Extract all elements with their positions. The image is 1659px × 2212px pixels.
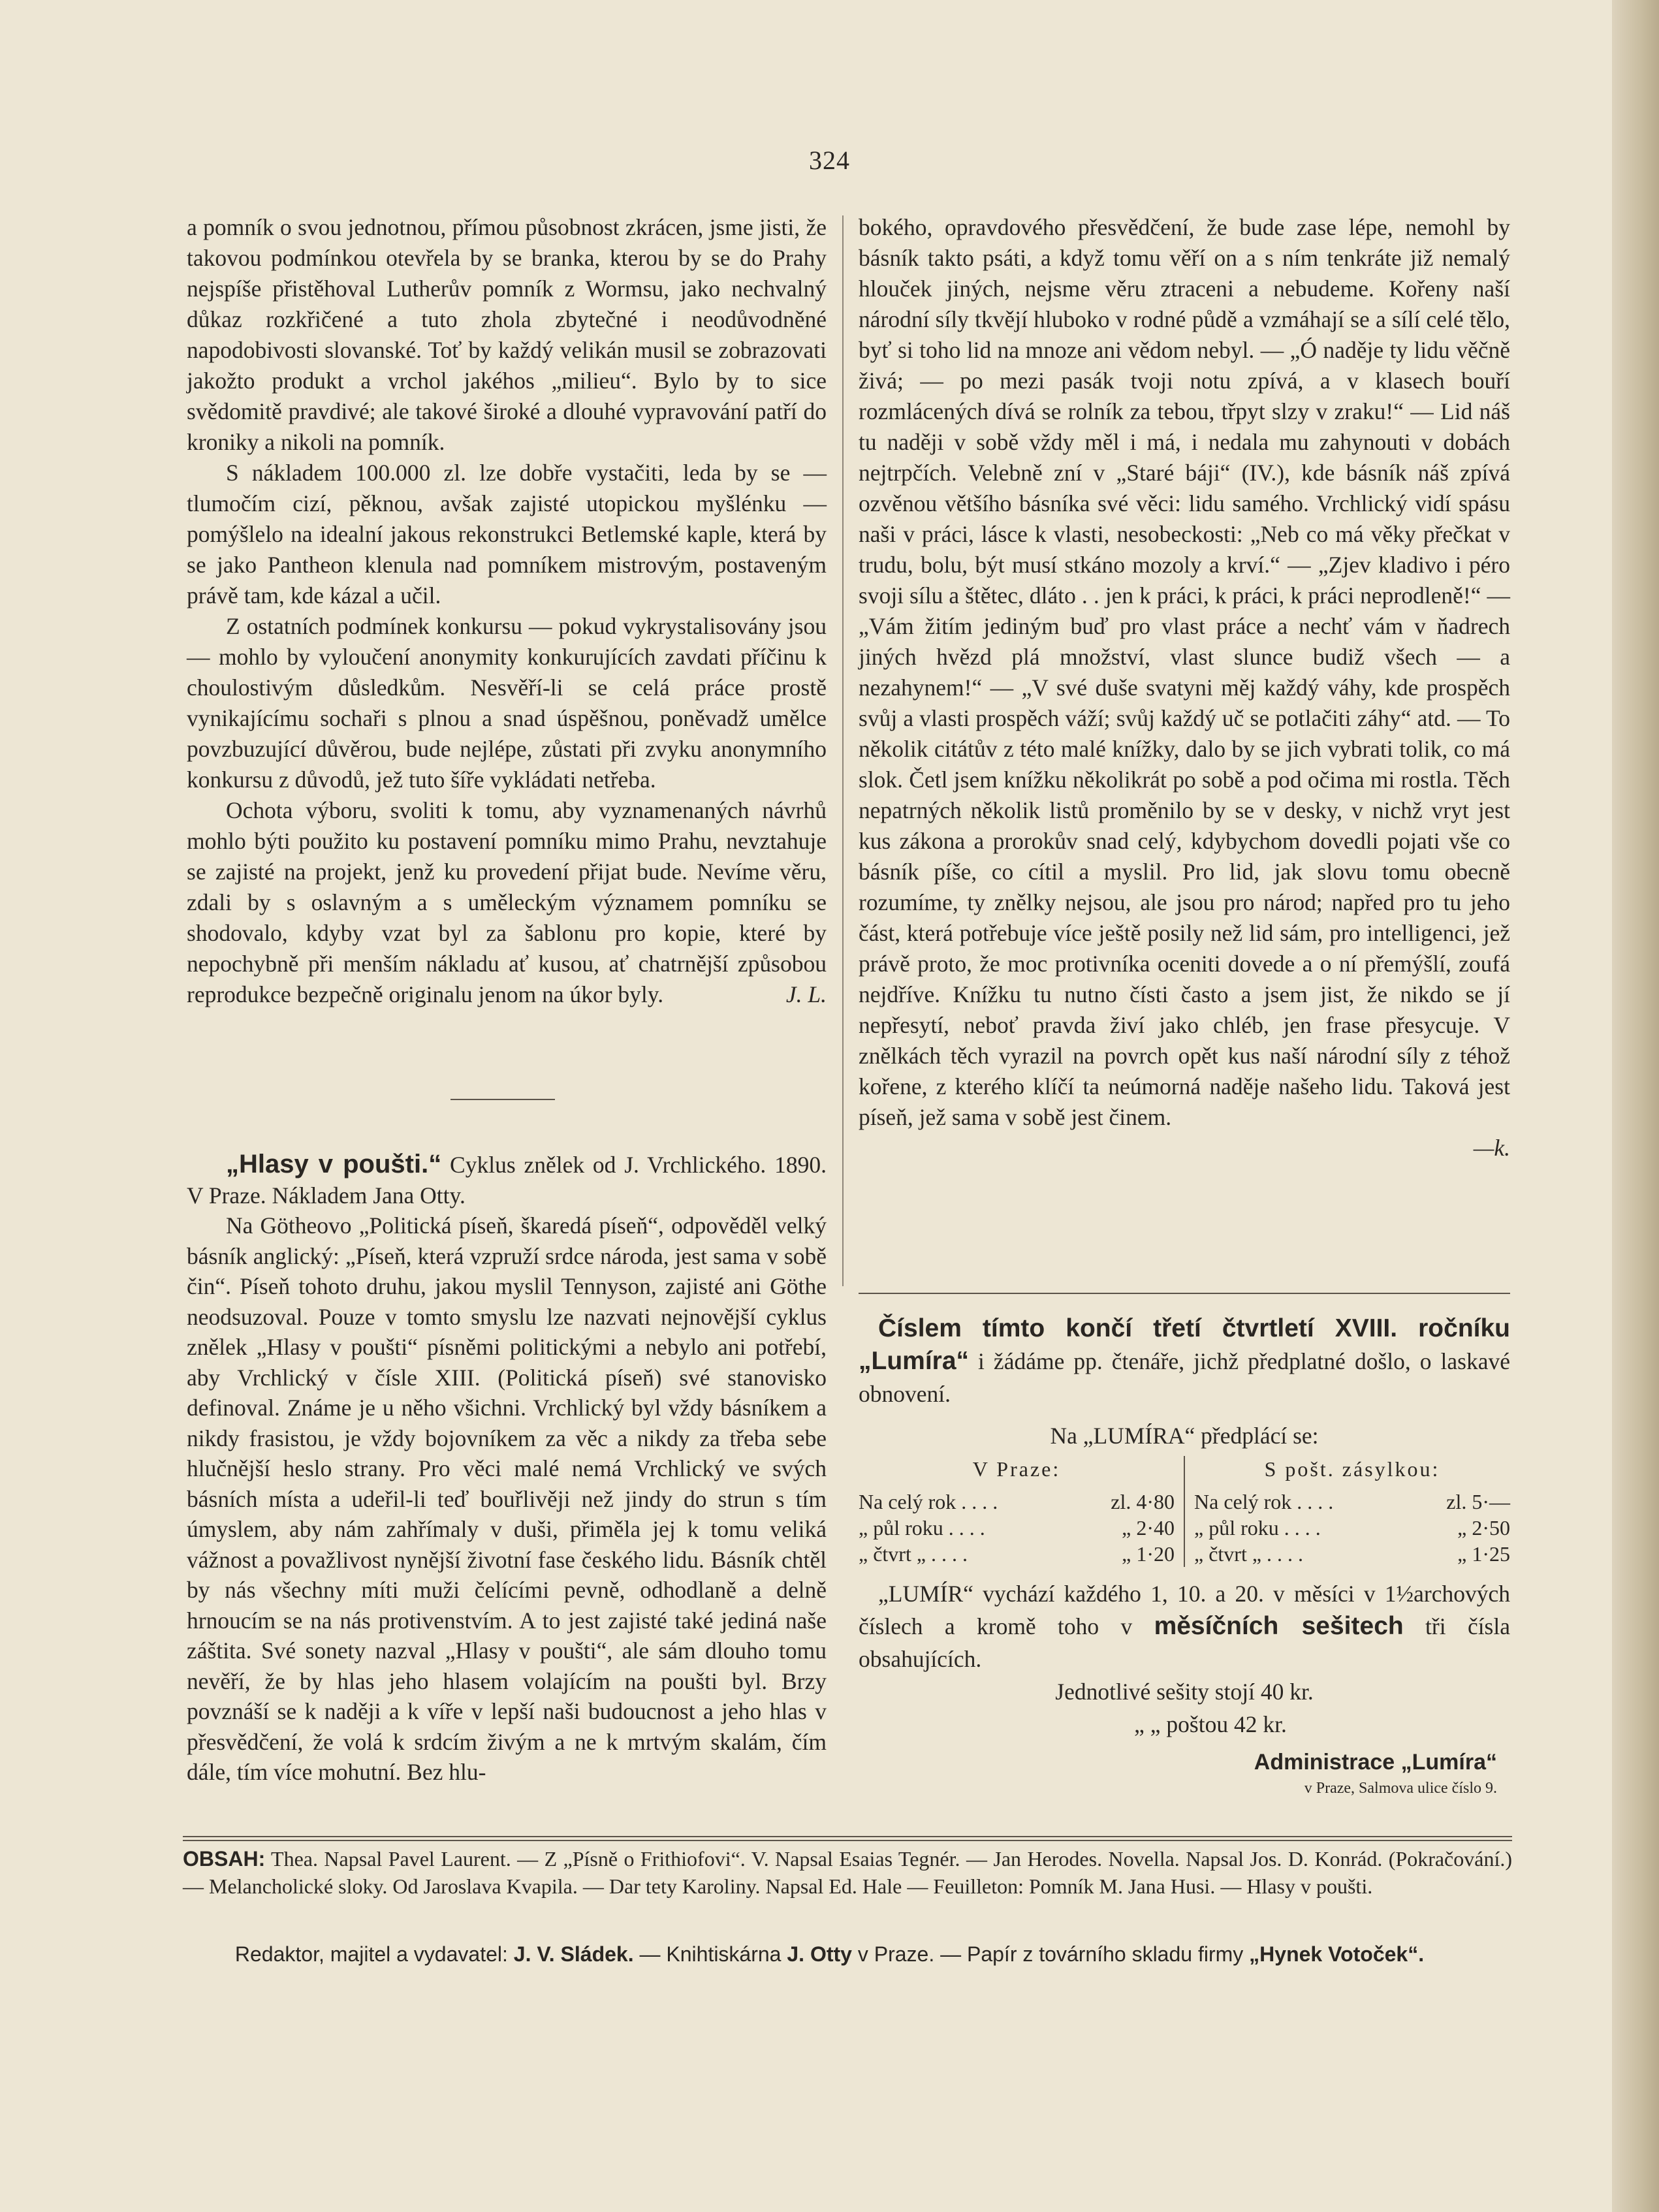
imprint-paper-firm: „Hynek Votoček“. xyxy=(1249,1942,1425,1966)
imprint-text: — Knihtiskárna xyxy=(633,1942,787,1966)
publication-schedule xyxy=(859,1577,1510,1675)
imprint-printer: J. Otty xyxy=(787,1942,852,1966)
price-row xyxy=(859,1515,1175,1541)
price-label: „ půl roku . . . . xyxy=(859,1516,985,1540)
price-row xyxy=(1194,1489,1510,1515)
review-bibliography: Cyklus znělek od J. Vrchlického. 1890. V Praze. Nákladem Jana Otty. xyxy=(187,1152,827,1209)
imprint-editor: J. V. Sládek. xyxy=(513,1942,634,1966)
post-issue-price: „ „ poštou 42 kr. xyxy=(1134,1711,1287,1737)
notice-headline-bold: Číslem tímto končí třetí čtvrtletí XVIII. ročníku „Lumíra“ xyxy=(859,1314,1510,1375)
contents-separator xyxy=(183,1836,1512,1841)
notice-headline xyxy=(859,1312,1510,1410)
price-column-post xyxy=(1185,1456,1510,1567)
administration-label: Administrace „Lumíra“ xyxy=(1254,1750,1497,1775)
administration-address: v Praze, Salmova ulice číslo 9. xyxy=(1304,1780,1497,1797)
review-title: „Hlasy v poušti.“ xyxy=(226,1150,442,1178)
schedule-text-end: tři čísla obsahujících. xyxy=(859,1613,1510,1672)
paragraph: Z ostatních podmínek konkursu — pokud vykrystalisovány jsou — mohlo by vyloučení anonymity konkurujících zavdati příčinu k choulostivým důsledkům. Nesvěří-li se celá práce prostě vynikajícímu sochaři s plnou a snad úspěšnou, poněvadž umělce povzbuzující důvěrou, bude nejlépe, zůstati při zvyku anonymního konkursu z důvodů, jež tuto šíře vykládati netřeba. xyxy=(187,613,827,793)
contents-text: Thea. Napsal Pavel Laurent. — Z „Písně o Frithiofovi“. V. Napsal Esaias Tegnér. — Jan Herodes. Novella. Napsal Jos. D. Konrád. (Pokračování.) — Melancholické sloky. Od Jaroslava Kvapila. — Dar tety Karoliny. Napsal Ed. Hale — Feuilleton: Pomník M. Jana Husi. — Hlasy v poušti. xyxy=(183,1847,1512,1898)
section-separator xyxy=(450,1099,555,1100)
schedule-text: „LUMÍR“ vychází každého 1, 10. a 20. v měsíci v 1½archových číslech a kromě toho v xyxy=(859,1581,1510,1639)
single-issue-price: Jednotlivé sešity stojí 40 kr. xyxy=(1055,1679,1314,1705)
subscribe-heading: Na „LUMÍRA“ předplácí se: xyxy=(1050,1423,1319,1449)
imprint-line xyxy=(0,1942,1659,1967)
table-of-contents xyxy=(183,1845,1512,1900)
price-value: zl. 4·80 xyxy=(1111,1490,1175,1513)
price-label: „ půl roku . . . . xyxy=(1194,1516,1321,1540)
schedule-bold: měsíčních sešitech xyxy=(1154,1612,1404,1640)
paragraph: bokého, opravdového přesvědčení, že bude zase lépe, nemohl by básník takto psáti, a když tomu věří on a s ním tenkráte již nemalý hlouček jiných, nejsme věru ztraceni a nebudeme. Kořeny naší národní síly tkvějí hluboko v rodné půdě a vzmáhají se a sílí celé tělo, byť si toho lid na mnoze ani vědom nebyl. — „Ó naděje ty lidu věčně živá; — po mezi pasák tvoji notu zpívá, a v klasech bouří rozmlácených dívá se rolník za tebou, třpyt slzy v zraku!“ — Lid náš tu naději v sobě vždy měl i má, i nedala mu zahynouti v dobách nejtrpčích. Velebně zní v „Staré báji“ (IV.), kde básník náš zpívá ozvěnou většího básníka své věci: lidu samého. Vrchlický vidí spásu naši v práci, lásce k vlasti, nesobeckosti: „Neb co má věky přečkat v trudu, bolu, být musí stkáno mozoly a krví.“ — „Zjev kladivo i péro svoji sílu a štětec, dláto . . jen k práci, k práci, k práci neprodleně!“ — „Vám žitím jediným buď pro vlast práce a nechť vám v ňadrech jiných hvězd plá množství, vlast slunce budiž všech — a nezahynem!“ — „V své duše svatyni měj každý váhy, kde prospěch svůj a vlasti prospěch váží; svůj každý uč se potlačiti záhy“ atd. — To několik citátův z této malé knížky, dalo by se jich vybrati tolik, co má slok. Četl jsem knížku několikrát po sobě a pod očima mi rostla. Těch nepatrných několik listů proměnilo by se v desky, v nichž vryt jest kus zákona a prorokův snad celý, kdybychom dovedli pojati vše co básník píše, co cítil a myslil. Pro lid, jak slovu tomu obecně rozumíme, ty znělky nejsou, ale jsou pro národ; napřed pro tu jeho část, která potřebuje více ještě posily než lid sám, pro intelligenci, jež právě proto, že moc protivníka oceniti dovede a o ní přemýšlí, zoufá nejdříve. Knížku tu nutno čísti často a jsem jist, že nikdo se jí nepřesytí, neboť pravda živí jako chléb, jen frase přesycuje. V znělkách těch vyrazil na povrch opět kus naší národní síly z téhož kořene, z kterého klíčí ta neúmorná naděje našeho lidu. Taková jest píseň, jež sama v sobě jest činem. xyxy=(859,214,1510,1130)
subscription-notice xyxy=(859,1312,1510,1798)
imprint-text: v Praze. — Papír z továrního skladu firmy xyxy=(851,1942,1250,1966)
book-spine-edge xyxy=(1612,0,1659,2212)
price-row xyxy=(859,1541,1175,1567)
price-row xyxy=(1194,1541,1510,1567)
price-value: „ 1·20 xyxy=(1122,1542,1175,1566)
notice-headline-rest: i žádáme pp. čtenáře, jichž předplatné došlo, o laskavé obnovení. xyxy=(859,1348,1510,1407)
author-signature: J. L. xyxy=(785,981,827,1007)
price-label: „ čtvrt „ . . . . xyxy=(1194,1542,1304,1566)
price-row xyxy=(1194,1515,1510,1541)
review-heading xyxy=(187,1149,827,1210)
price-column-heading: S pošt. zásylkou: xyxy=(1264,1457,1440,1481)
left-column xyxy=(187,212,827,1010)
price-value: „ 1·25 xyxy=(1457,1542,1510,1566)
price-label: Na celý rok . . . . xyxy=(1194,1490,1334,1513)
price-label: „ čtvrt „ . . . . xyxy=(859,1542,968,1566)
price-column-prague xyxy=(859,1456,1185,1567)
column-divider xyxy=(842,215,844,1286)
paragraph-text: Ochota výboru, svoliti k tomu, aby vyznamenaných návrhů mohlo býti použito ku postavení pomníku mimo Prahu, nevztahuje se zajisté na projekt, jenž ku provedení přijat bude. Nevíme věru, zdali by s oslavným a s uměleckým významem pomníku se shodovalo, kdyby vzat byl za šablonu pro kopie, které by nepochybně při menším nákladu ať kusou, ať chatrnější způsobou reprodukce bezpečně originalu jenom na úkor byly. xyxy=(187,797,827,1007)
contents-label: OBSAH: xyxy=(183,1847,266,1871)
paragraph: Na Götheovo „Politická píseň, škaredá píseň“, odpověděl velký básník anglický: „Píseň, která vzpruží srdce národa, jest sama v sobě čin“. Píseň tohoto druhu, jakou myslil Tennyson, zajisté ani Göthe neodsuzoval. Pouze v tomto smyslu lze nazvati nejnovější cyklus znělek „Hlasy v poušti“ písněmi politickými a nebylo ani potřebí, aby Vrchlický v čísle XIII. (Politická píseň) své stanovisko definoval. Známe je u něho všichni. Vrchlický byl vždy básníkem a nikdy frasistou, je vždy bojovníkem za věc a nikdy za třeba sebe hlučnější heslo strany. Pro věci malé nemá Vrchlický ve svých básních místa a udeřil-li teď bouřlivěji než jindy do strun s tím úmyslem, aby nám zahřímaly v duši, přiměla jej k tomu veliká vážnost a považlivost nynější životní fase českého lidu. Básník chtěl by nás všechny míti muži čelícími pevně, odhodlaně a delně hrnoucím se na nás protivenstvím. A to jest zajisté také jediná naše záštita. Své sonety nazval „Hlasy v poušti“, ale sám dlouho tomu nevěří, že by hlas jeho hlasem volajícím na poušti byl. Brzy povznáší se k naději a k víře v lepší naši budoucnost a jeho hlas v přesvědčení, že volá k srdcím živým a ne k mrtvým skalám, čím dále, tím více mohutní. Bez hlu- xyxy=(187,1212,827,1785)
paragraph: a pomník o svou jednotnou, přímou působnost zkrácen, jsme jisti, že takovou podmínkou otevřela by se branka, kterou by se do Prahy nejspíše přistěhoval Lutherův pomník z Wormsu, jako nechvalný důkaz rozkřičené a tuto zhola zbytečné i neodůvodněné napodobivosti slovanské. Toť by každý velikán musil se zobrazovati jakožto produkt a vrchol jakéhos „milieu“. Bylo by to sice svědomitě pravdivé; ale takové široké a dlouhé vypravování patří do kroniky a nikoli na pomník. xyxy=(187,214,827,455)
price-row xyxy=(859,1489,1175,1515)
price-value: zl. 5·— xyxy=(1446,1490,1510,1513)
paragraph xyxy=(187,795,827,1010)
right-column xyxy=(859,212,1510,1163)
paragraph: S nákladem 100.000 zl. lze dobře vystačiti, leda by se — tlumočím cizí, pěknou, avšak zajisté utopickou myšlénku — pomýšlelo na idealní jakous rekonstrukci Betlemské kaple, která by se jako Pantheon klenula nad pomníkem mistrovým, postaveným právě tam, kde kázal a učil. xyxy=(187,460,827,608)
section-separator xyxy=(859,1293,1510,1294)
price-value: „ 2·50 xyxy=(1457,1516,1510,1540)
price-table xyxy=(859,1456,1510,1567)
imprint-text: Redaktor, majitel a vydavatel: xyxy=(234,1942,514,1966)
book-review xyxy=(187,1149,827,1788)
price-column-heading: V Praze: xyxy=(972,1457,1061,1481)
price-value: „ 2·40 xyxy=(1122,1516,1175,1540)
author-signature: —k. xyxy=(1473,1135,1510,1161)
price-label: Na celý rok . . . . xyxy=(859,1490,998,1513)
page-number: 324 xyxy=(809,146,850,175)
